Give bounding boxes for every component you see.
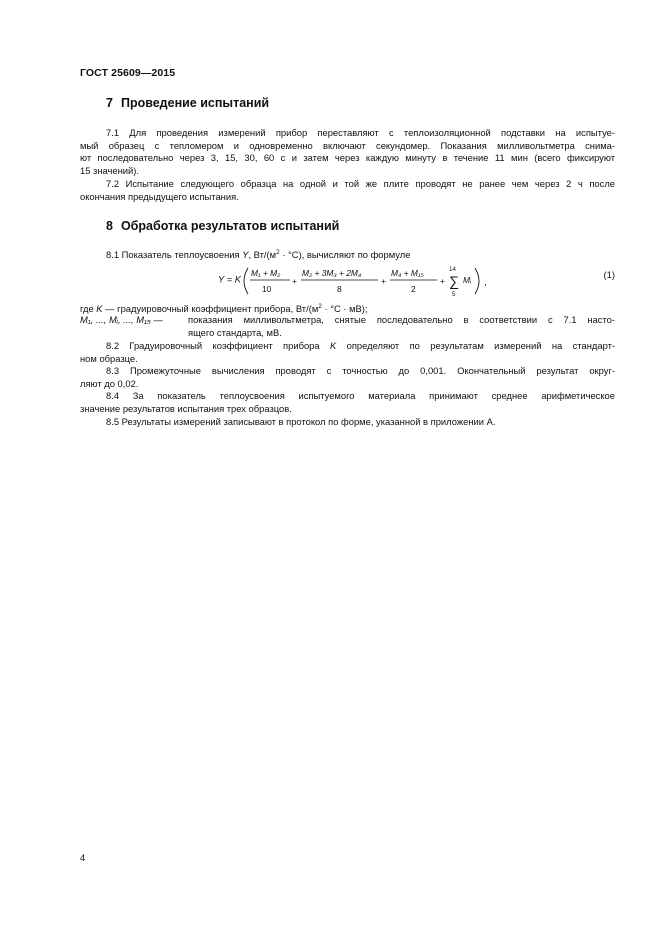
where-k-prefix: где	[80, 303, 97, 314]
paragraph-8-5	[80, 416, 615, 429]
paragraph-8-3	[80, 365, 615, 390]
paragraph-7-1-line: 15 значений).	[80, 164, 139, 176]
section-8-title: Обработка результатов испытаний	[120, 219, 340, 233]
formula-lhs: Y = K	[218, 273, 242, 285]
where-k-text: — градуировочный коэффициент прибора, Вт/(м	[102, 303, 319, 314]
term2-denominator: 8	[337, 284, 342, 294]
standard-header: ГОСТ 25609—2015	[80, 67, 176, 79]
p82-text-b: определяют по результатам измерений на стандарт-	[336, 340, 615, 351]
where-m-desc	[188, 314, 615, 339]
paragraph-8-1-line	[80, 247, 615, 262]
var-k: K	[329, 340, 337, 351]
paragraph-8-5-line: 8.5 Результаты измерений записывают в протокол по форме, указанной в приложении А.	[106, 416, 496, 427]
paragraph-7-1	[80, 127, 615, 177]
paragraph-8-2	[80, 340, 615, 365]
plus-2: +	[381, 276, 386, 286]
paragraph-8-2-line	[80, 340, 615, 353]
paragraph-7-1-line: 7.1 Для проведения измерений прибор переставляют с теплоизоляционной подставки на испытуе-	[106, 127, 615, 138]
var-k: K	[96, 303, 103, 314]
sum-upper-limit: 14	[449, 266, 456, 273]
plus-1: +	[292, 276, 297, 286]
sum-term: Mᵢ	[463, 275, 472, 285]
paragraph-7-1-line: ют последовательно через 3, 15, 30, 60 с и затем через каждую минуту в течение 11 мин (всего фиксируют	[80, 152, 615, 164]
where-m-line: показания милливольтметра, снятые последовательно в соответствии с 7.1 насто-	[188, 314, 615, 325]
term1-numerator: M₁ + M₂	[251, 268, 281, 278]
formula-number: (1)	[603, 269, 615, 280]
paragraph-8-3-line: 8.3 Промежуточные вычисления проводят с точностью до 0,001. Окончательный результат округ-	[106, 365, 615, 376]
section-7-number: 7	[106, 96, 113, 110]
where-m-line: ящего стандарта, мВ.	[188, 326, 282, 338]
paragraph-7-2-line: 7.2 Испытание следующего образца на одной и той же плите проводят не ранее чем через 2 ч после	[106, 178, 615, 189]
p81-sup: 2	[276, 249, 280, 256]
where-k-text-end: · °С · мВ);	[321, 303, 368, 314]
section-7-heading	[106, 96, 269, 110]
p81-text-a: 8.1 Показатель теплоусвоения	[106, 249, 243, 260]
term2-numerator: M₂ + 3M₃ + 2M₄	[302, 268, 362, 278]
paragraph-8-1	[80, 247, 615, 262]
p81-text-b: , Вт/(м	[248, 249, 277, 260]
p81-text-c: · °С), вычисляют по формуле	[279, 249, 411, 260]
paragraph-8-4	[80, 390, 615, 415]
paragraph-8-3-line: ляют до 0,02.	[80, 377, 139, 389]
term1-denominator: 10	[262, 284, 272, 294]
formula-1	[80, 263, 615, 299]
paragraph-8-2-line: ном образце.	[80, 352, 138, 364]
paragraph-8-4-line: значение результатов испытания трех образцов.	[80, 402, 292, 414]
paragraph-7-2	[80, 178, 615, 203]
where-m-vars: M₁, ..., Mᵢ, ..., M₁₅ —	[80, 314, 163, 325]
formula-comma: ,	[484, 276, 487, 287]
page-number: 4	[80, 852, 86, 863]
formula-graphic	[80, 263, 615, 299]
term3-numerator: M₄ + M₁₅	[391, 268, 424, 278]
p82-text-a: 8.2 Градуировочный коэффициент прибора	[106, 340, 330, 351]
left-paren	[244, 268, 248, 294]
right-paren	[475, 268, 479, 294]
section-8-heading	[106, 219, 339, 233]
where-k-sup: 2	[318, 303, 322, 310]
plus-3: +	[440, 276, 445, 286]
section-8-number: 8	[106, 219, 113, 233]
var-y: Y	[242, 249, 249, 260]
term3-denominator: 2	[411, 284, 416, 294]
sum-sign: ∑	[449, 273, 459, 289]
section-7-title: Проведение испытаний	[120, 96, 270, 110]
paragraph-7-2-line: окончания предыдущего испытания.	[80, 190, 239, 202]
sum-lower-limit: 5	[452, 291, 456, 298]
paragraph-7-1-line: мый образец с тепломером и одновременно включают секундомер. Показания милливольтметра снима-	[80, 139, 615, 151]
paragraph-8-4-line: 8.4 За показатель теплоусвоения испытуемого материала принимают среднее арифметическое	[106, 390, 615, 401]
